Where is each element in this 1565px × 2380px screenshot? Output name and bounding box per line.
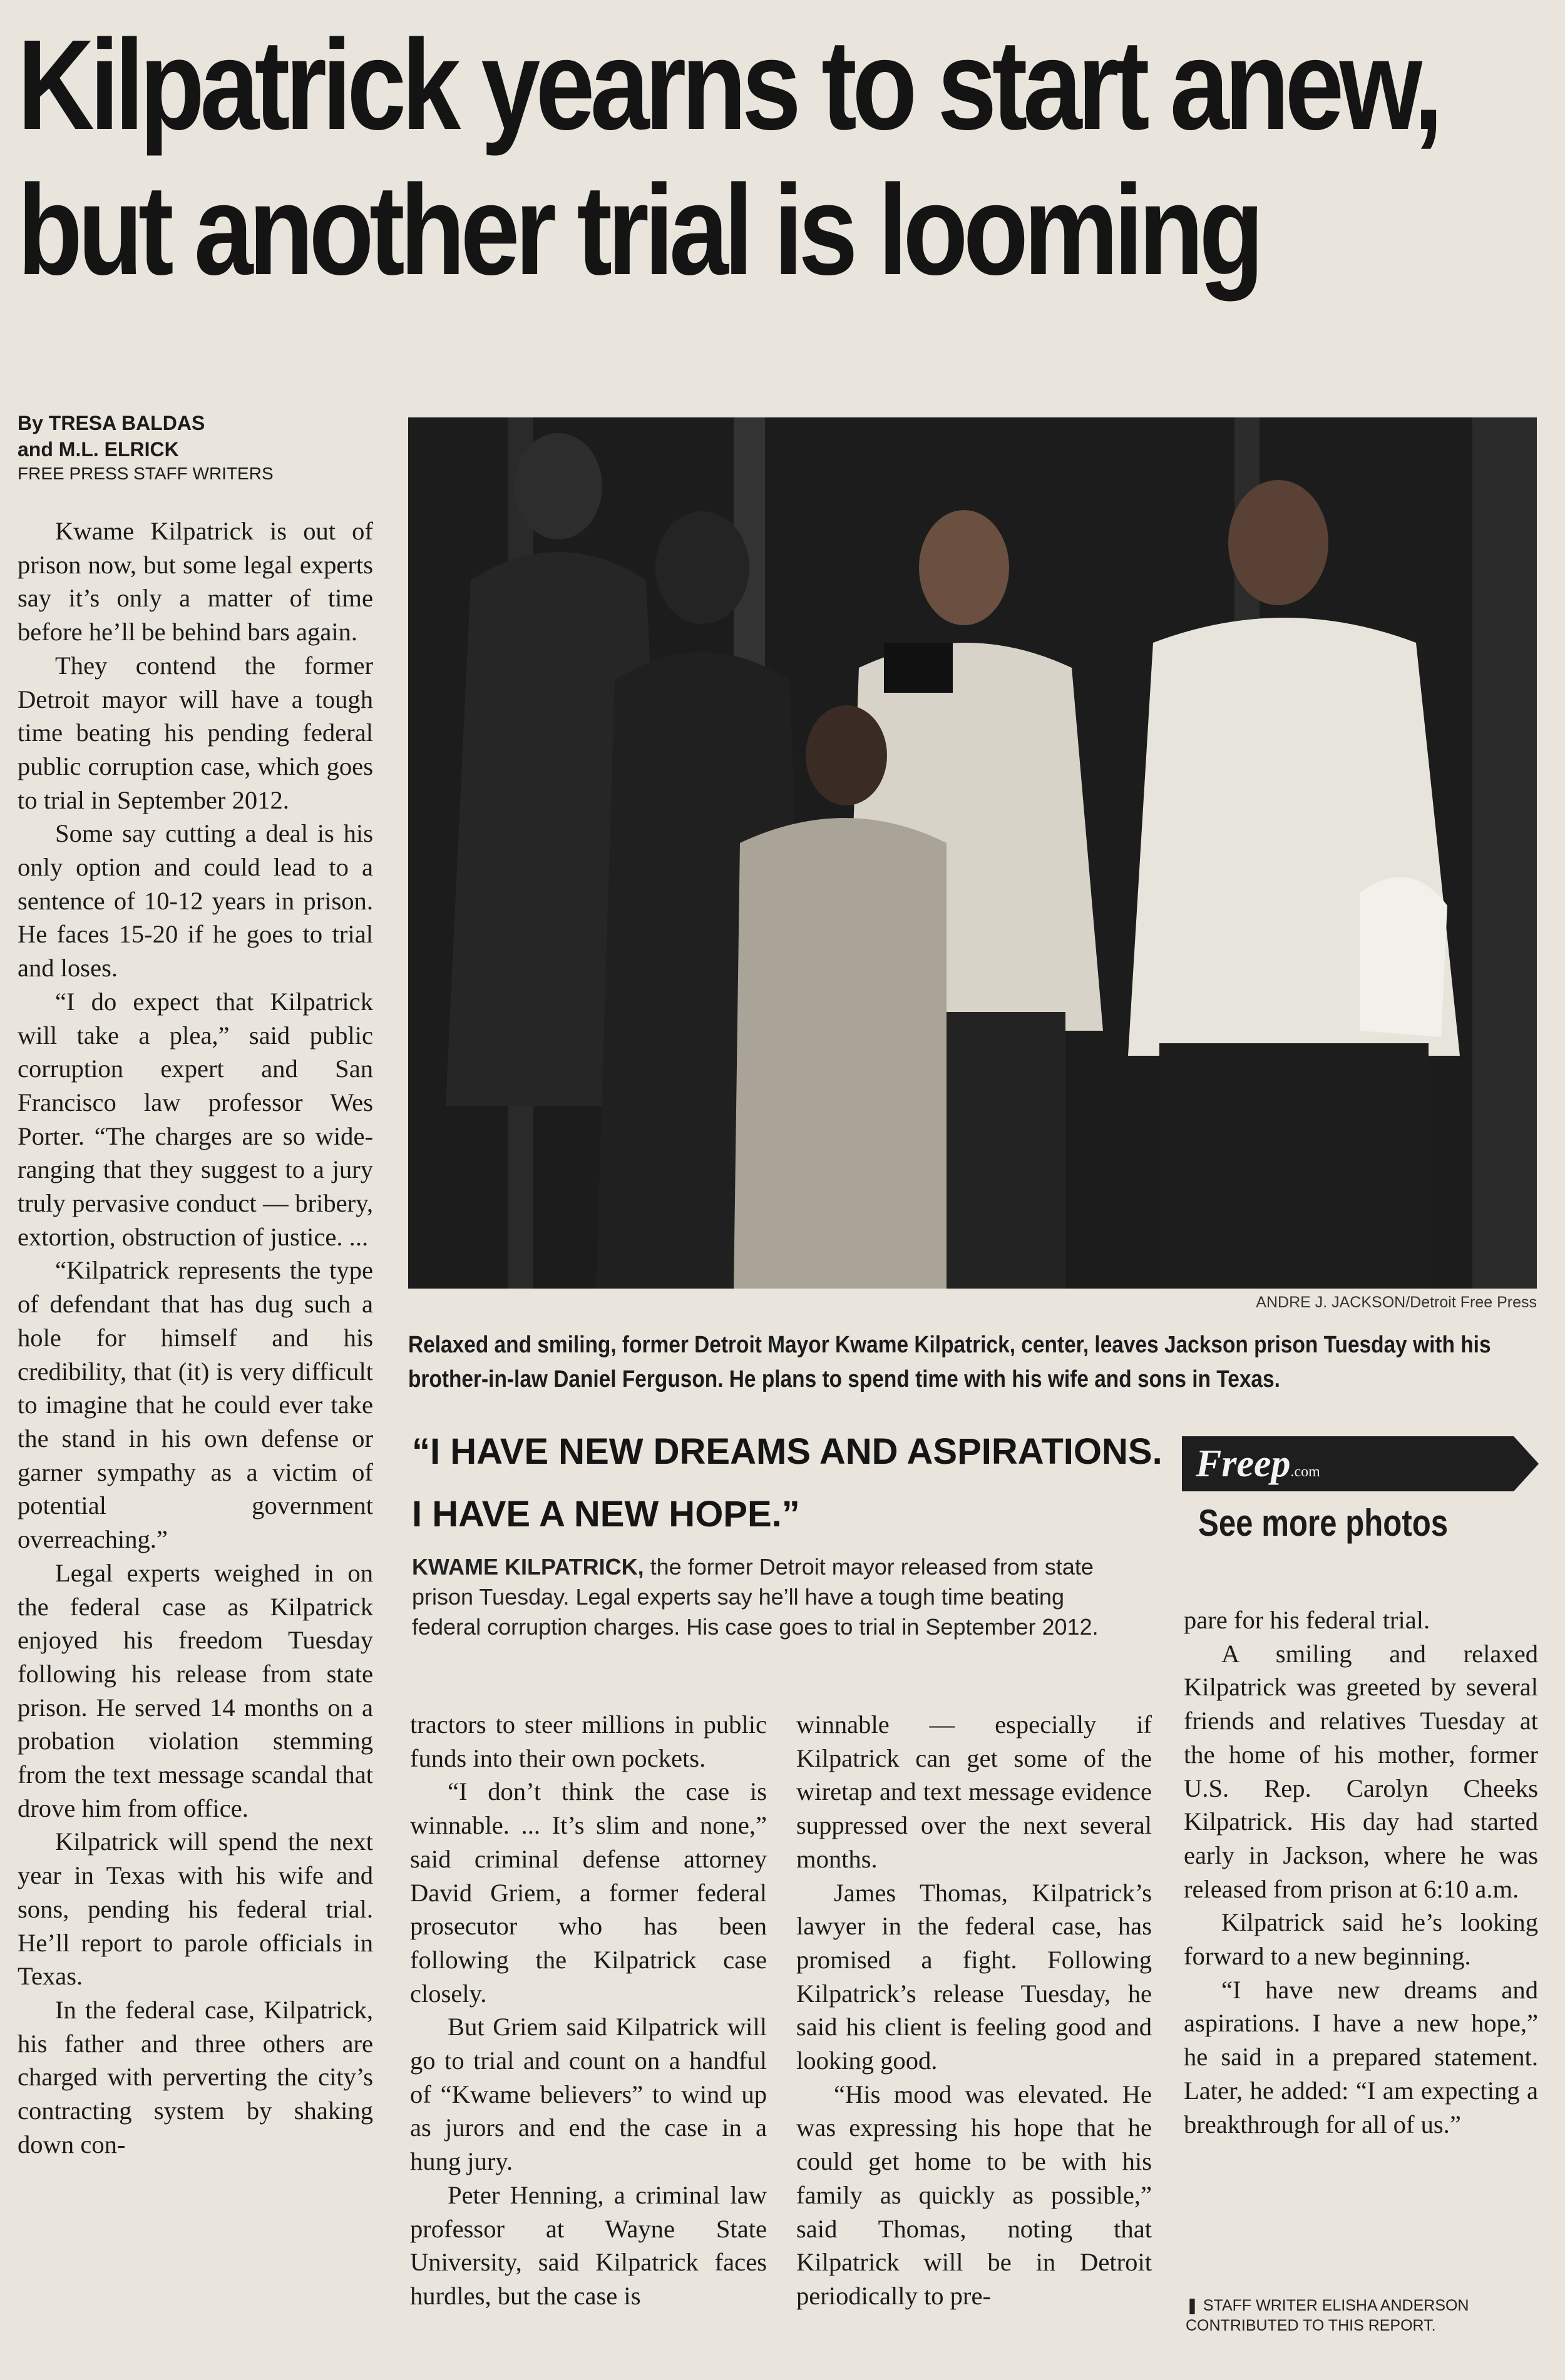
pull-quote-line-1: “I HAVE NEW DREAMS AND ASPIRATIONS.: [412, 1431, 1162, 1472]
see-more-photos-link[interactable]: See more photos: [1198, 1502, 1449, 1544]
freep-logo: Freep.com: [1196, 1443, 1320, 1485]
paragraph: “His mood was elevated. He was expressing his hope that he could get home to be with his family as quickly as possible,” said Thomas, noting that Kilpatrick will be in Detroit periodically to pre-: [796, 2080, 1152, 2310]
paragraph: “I have new dreams and aspirations. I have a new hope,” he said in a prepared statement. Later, he added: “I am expecting a breakthrough for all of us.”: [1184, 1975, 1538, 2138]
pull-quote-description: the former Detroit mayor released from state prison Tuesday. Legal experts say he’ll have a tough time beating federal corruption charges. His case goes to trial in September 2012.: [412, 1554, 1099, 1640]
headline: [18, 13, 1439, 303]
paragraph: “I don’t think the case is winnable. ... It’s slim and none,” said criminal defense attorney David Griem, a former federal prosecutor who has been following the Kilpatrick case closely.: [410, 1777, 767, 2008]
byline: [18, 410, 393, 485]
paragraph: A smiling and relaxed Kilpatrick was greeted by several friends and relatives Tuesday at the home of his mother, former U.S. Rep. Carolyn Cheeks Kilpatrick. His day had started early in Jackson, where he was released from prison at 6:10 a.m.: [1184, 1639, 1538, 1903]
byline-author-2: and M.L. ELRICK: [18, 438, 179, 461]
byline-author-1: By TRESA BALDAS: [18, 412, 205, 434]
paragraph: Peter Henning, a criminal law professor at Wayne State University, said Kilpatrick faces hurdles, but the case is: [410, 2180, 767, 2310]
article-column-3: [796, 1708, 1152, 2313]
paragraph: winnable — especially if Kilpatrick can get some of the wiretap and text message evidence suppressed over the next several months.: [796, 1710, 1152, 1873]
paragraph: Some say cutting a deal is his only option and could lead to a sentence of 10-12 years in prison. He faces 15-20 if he goes to trial and loses.: [18, 819, 373, 983]
freep-promo[interactable]: [1182, 1436, 1536, 1561]
paragraph: “Kilpatrick represents the type of defendant that has dug such a hole for himself and his credibility, that (it) is very difficult to imagine that he could ever take the stand in his own defense or garner sympathy as a victim of potential government overreaching.”: [18, 1256, 373, 1554]
paragraph: Kilpatrick will spend the next year in Texas with his wife and sons, pending his federal trial. He’ll report to parole officials in Texas.: [18, 1827, 373, 1991]
byline-staff: FREE PRESS STAFF WRITERS: [18, 464, 274, 483]
pull-quote-speaker: KWAME KILPATRICK,: [412, 1554, 644, 1580]
paragraph: Kwame Kilpatrick is out of prison now, but some legal experts say it’s only a matter of time before he’ll be behind bars again.: [18, 517, 373, 646]
paragraph: But Griem said Kilpatrick will go to trial and count on a handful of “Kwame believers” to wind up as jurors and end the case in a hung jury.: [410, 2013, 767, 2176]
paragraph: Kilpatrick said he’s looking forward to a new beginning.: [1184, 1908, 1538, 1971]
article-column-2: [410, 1708, 767, 2313]
photo-caption: Relaxed and smiling, former Detroit Mayor Kwame Kilpatrick, center, leaves Jackson prison Tuesday with his brother-in-law Daniel Ferguson. He plans to spend time with his wife and sons in Texas.: [408, 1332, 1491, 1392]
paragraph: In the federal case, Kilpatrick, his father and three others are charged with perverting the city’s contracting system by shaking down con-: [18, 1995, 373, 2158]
article-column-4: [1184, 1603, 1538, 2141]
paragraph: tractors to steer millions in public funds into their own pockets.: [410, 1710, 767, 1772]
paragraph: “I do expect that Kilpatrick will take a plea,” said public corruption expert and San Francisco law professor Wes Porter. “The charges are so wide-ranging that they suggest to a jury truly pervasive conduct — bribery, extortion, obstruction of justice. ...: [18, 987, 373, 1251]
pull-quote-attribution: [412, 1552, 1138, 1642]
contributor-note: ❚ STAFF WRITER ELISHA ANDERSON CONTRIBUTED TO THIS REPORT.: [1186, 2297, 1469, 2334]
paragraph: James Thomas, Kilpatrick’s lawyer in the federal case, has promised a fight. Following Kilpatrick’s release Tuesday, he said his client is feeling good and looking good.: [796, 1878, 1152, 2075]
paragraph: They contend the former Detroit mayor will have a tough time beating his pending federal public corruption case, which goes to trial in September 2012.: [18, 651, 373, 814]
arrow-icon: [1514, 1436, 1539, 1491]
headline-line-1: Kilpatrick yearns to start anew,: [18, 13, 1439, 156]
pull-quote: [412, 1421, 1213, 1546]
pull-quote-line-2: I HAVE A NEW HOPE.”: [412, 1494, 800, 1535]
paragraph: pare for his federal trial.: [1184, 1606, 1430, 1634]
article-column-1: [18, 514, 373, 2161]
photo-illustration: [408, 417, 1537, 1289]
news-photo: [408, 417, 1537, 1289]
paragraph: Legal experts weighed in on the federal case as Kilpatrick enjoyed his freedom Tuesday following his release from state prison. He served 14 months on a probation violation stemming from the text message scandal that drove him from office.: [18, 1558, 373, 1822]
photo-credit: ANDRE J. JACKSON/Detroit Free Press: [1256, 1294, 1537, 1311]
headline-line-2: but another trial is looming: [18, 158, 1260, 302]
